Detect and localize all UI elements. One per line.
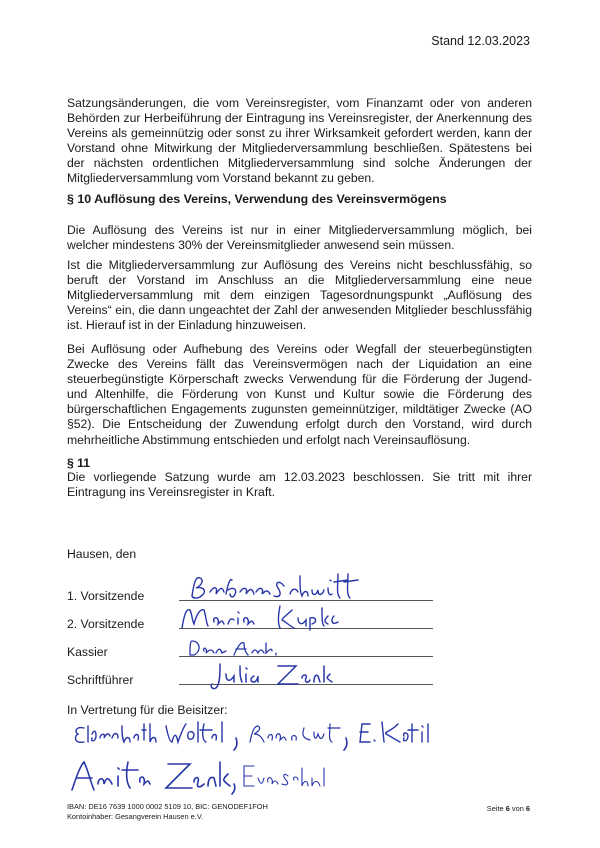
document-date: Stand 12.03.2023: [431, 34, 530, 48]
section-10-paragraph-1: Die Auflösung des Vereins ist nur in einer Mitgliederversammlung möglich, bei welcher mindestens 30% der Vereinsmitglieder anwesend sein müssen.: [67, 223, 532, 253]
place-date-line: Hausen, den: [67, 547, 137, 561]
section-11-heading: § 11: [67, 456, 91, 470]
signature-barbara-schmitt: [188, 572, 388, 602]
assessor-signatures-line-2: [68, 756, 328, 796]
signature-julia-zenk: [206, 660, 336, 692]
iban-line: IBAN: DE16 7639 1000 0002 5109 10, BIC: GENODEF1FOH: [67, 802, 268, 811]
section-11-text: Die vorliegende Satzung wurde am 12.03.2023 beschlossen. Sie tritt mit ihrer Eintragung ins Vereinsregister in Kraft.: [67, 470, 532, 500]
assessors-label: In Vertretung für die Beisitzer:: [67, 703, 228, 717]
page-number: [487, 804, 530, 813]
intro-paragraph: Satzungsänderungen, die vom Vereinsregister, vom Finanzamt oder von anderen Behörden zur Herbeiführung der Eintragung ins Vereinsregister, der Anerkennung des Vereins als gemeinnützig oder sonst zu ihrer Wirksamkeit gefordert werden, kann der Vorstand ohne Mitwirkung der Mitgliederversammlung beschließen. Spätestens bei der nächsten ordentlichen Mitgliederversammlung sind solche Änderungen der Mitgliederversammlung vom Vorstand bekannt zu geben.: [67, 96, 532, 186]
role-label: 1. Vorsitzende: [67, 589, 145, 603]
bank-footer: [67, 802, 268, 821]
section-10-paragraph-3: Bei Auflösung oder Aufhebung des Vereins oder Wegfall der steuerbegünstigten Zwecke des Vereins fällt das Vereinsvermögen nach der Liquidation an eine steuerbegünstigte Körperschaft zwecks Verwendung für die Förderung der Jugend- und Altenhilfe, die Förderung von Kunst und Kultur sowie die Förderung des bürgerschaftlichen Engagements zugunsten gemeinnütziger, mildtätiger Zwecke (AO §52). Die Entscheidung der Zuwendung erfolgt durch den Vorstand, wird durch mehrheitliche Abstimmung entschieden und erfolgt nach Vereinsauflösung.: [67, 342, 532, 447]
signature-maria-kupka: [178, 602, 358, 632]
page-of-word: von: [511, 804, 524, 813]
signature-dieter-amrein: [186, 637, 296, 659]
section-10-heading: § 10 Auflösung des Vereins, Verwendung des Vereinsvermögens: [67, 192, 447, 206]
page-total: 6: [525, 804, 530, 813]
assessor-signatures-line-1: [70, 718, 440, 752]
role-label: Kassier: [67, 645, 108, 659]
role-label: 2. Vorsitzende: [67, 617, 145, 631]
role-label: Schriftführer: [67, 673, 134, 687]
account-holder-line: Kontoinhaber: Gesangverein Hausen e.V.: [67, 811, 204, 821]
section-10-paragraph-2: Ist die Mitgliederversammlung zur Auflösung des Vereins nicht beschlussfähig, so beruft der Vorstand im Anschluss an die Mitgliederversammlung eine neue Mitgliederversammlung mit dem einzigen Tagesordnungspunkt „Auflösung des Vereins“ ein, die dann ungeachtet der Zahl der anwesenden Mitglieder beschlussfähig ist. Hierauf ist in der Einladung hinzuweisen.: [67, 258, 532, 333]
page-current: 6: [505, 804, 510, 813]
page-word: Seite: [486, 804, 504, 813]
